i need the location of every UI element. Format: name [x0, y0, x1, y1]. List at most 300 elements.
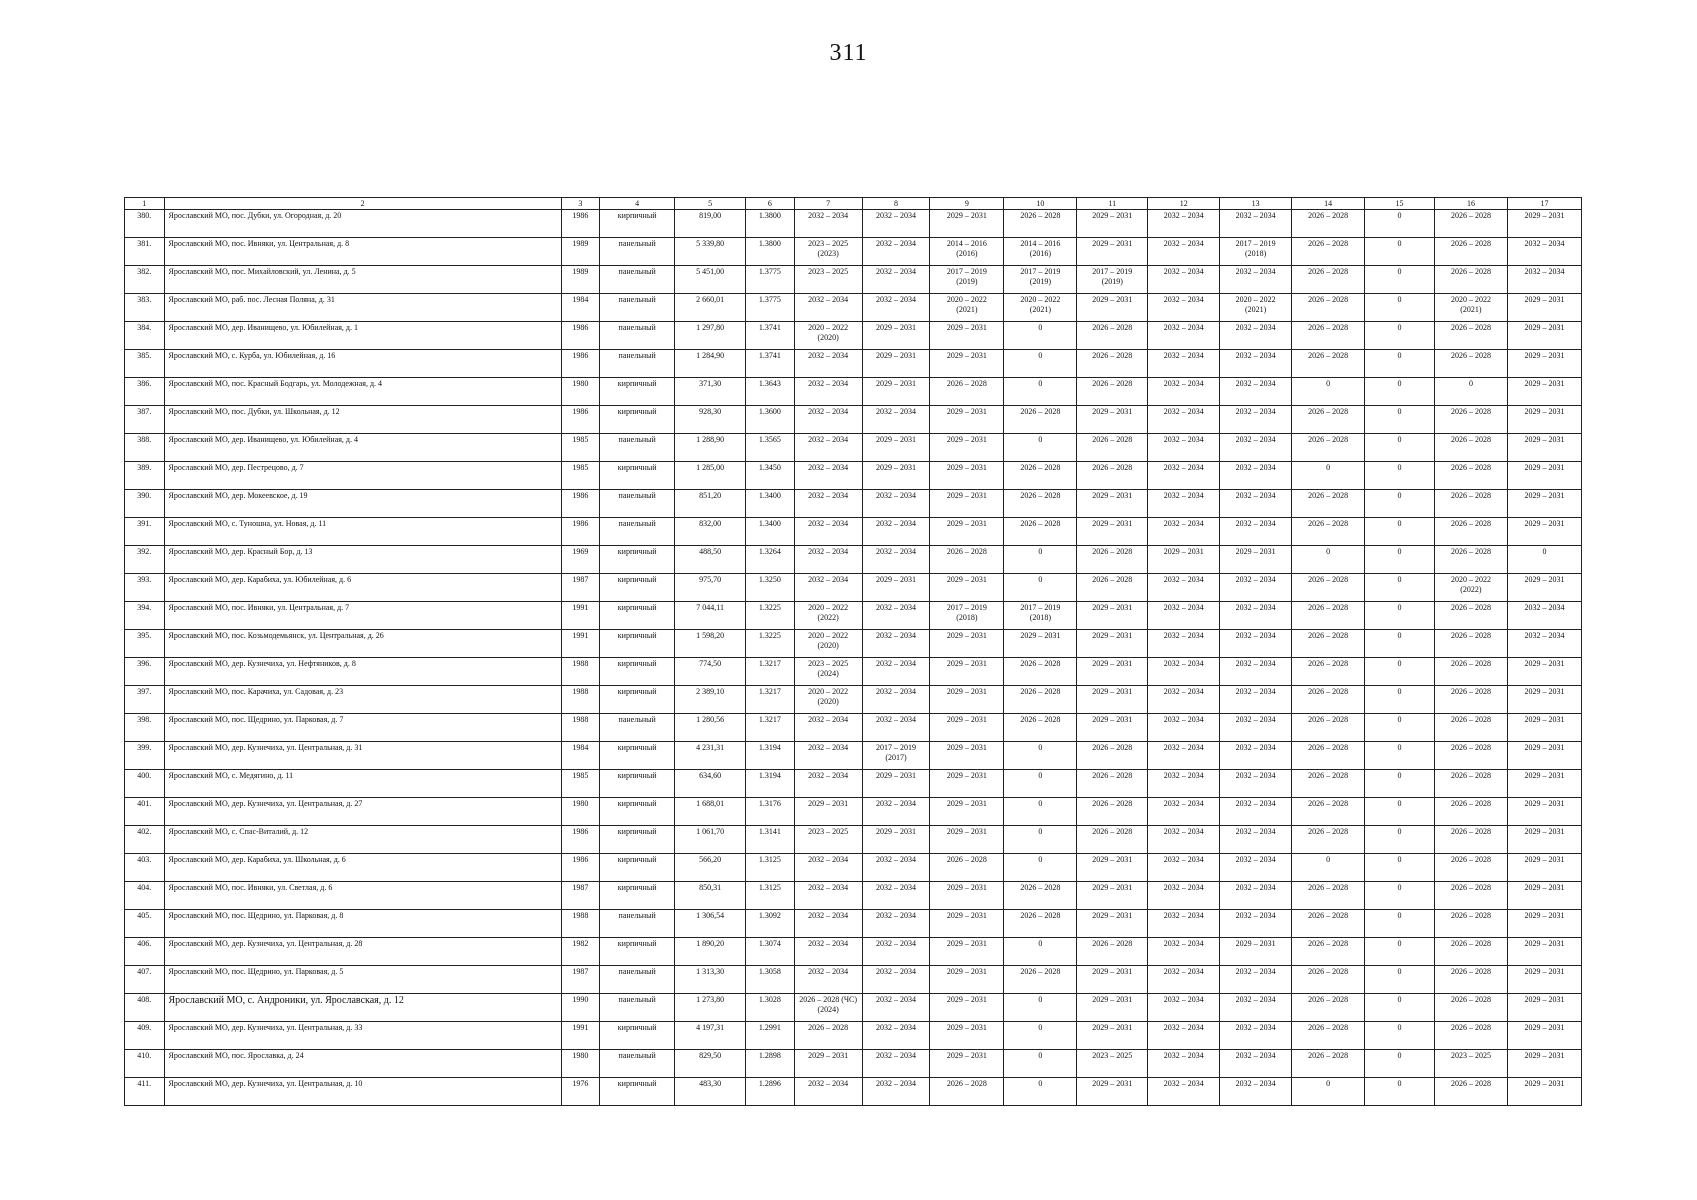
table-cell: 2026 – 2028 — [1292, 630, 1365, 658]
table-cell: 2029 – 2031 — [1507, 462, 1581, 490]
table-cell: 2 389,10 — [675, 686, 746, 714]
table-cell: 2029 – 2031 — [1077, 602, 1148, 630]
row-number-cell: 408. — [125, 994, 165, 1022]
row-number-cell: 404. — [125, 882, 165, 910]
row-number-cell: 386. — [125, 378, 165, 406]
table-cell: 2032 – 2034 — [862, 938, 930, 966]
table-cell: 0 — [1004, 1050, 1077, 1078]
table-cell: 2026 – 2028 — [1292, 686, 1365, 714]
table-cell: кирпичный — [600, 658, 675, 686]
table-cell: 2026 – 2028 — [1292, 266, 1365, 294]
table-cell: 2032 – 2034 — [1220, 434, 1292, 462]
address-cell: Ярославский МО, пос. Щедрино, ул. Парковая, д. 8 — [164, 910, 561, 938]
table-cell: 2029 – 2031 — [930, 406, 1004, 434]
table-cell: 1 306,54 — [675, 910, 746, 938]
table-cell: 2032 – 2034 — [1148, 1022, 1220, 1050]
column-header: 15 — [1365, 198, 1435, 210]
table-cell: 2032 – 2034 — [1220, 1050, 1292, 1078]
table-row — [125, 1050, 1582, 1078]
table-cell: 2032 – 2034 — [1220, 350, 1292, 378]
table-cell: 850,31 — [675, 882, 746, 910]
row-number-cell: 384. — [125, 322, 165, 350]
table-cell: 0 — [1365, 574, 1435, 602]
table-cell: 0 — [1365, 938, 1435, 966]
table-cell: 2029 – 2031 — [1507, 770, 1581, 798]
table-cell: 2 660,01 — [675, 294, 746, 322]
table-row — [125, 490, 1582, 518]
table-cell: 2032 – 2034 — [794, 434, 862, 462]
table-cell: 2029 – 2031 — [1507, 350, 1581, 378]
table-cell: 2032 – 2034 — [1220, 1022, 1292, 1050]
column-header: 12 — [1148, 198, 1220, 210]
table-cell: 2026 – 2028 — [1292, 714, 1365, 742]
table-row — [125, 742, 1582, 770]
row-number-cell: 398. — [125, 714, 165, 742]
column-header: 2 — [164, 198, 561, 210]
table-cell: 2032 – 2034 — [862, 658, 930, 686]
table-cell: 2029 – 2031 — [1077, 238, 1148, 266]
table-cell: 0 — [1292, 1078, 1365, 1106]
table-cell: 1.3217 — [746, 686, 795, 714]
table-cell: 1.2896 — [746, 1078, 795, 1106]
table-cell: 2029 – 2031 — [1077, 490, 1148, 518]
table-cell: 634,60 — [675, 770, 746, 798]
table-cell: 2029 – 2031 — [930, 630, 1004, 658]
table-cell: 2029 – 2031 — [930, 770, 1004, 798]
table-cell: 2032 – 2034 — [862, 546, 930, 574]
table-cell: 2026 – 2028 — [1292, 910, 1365, 938]
table-cell: 2032 – 2034 — [1220, 322, 1292, 350]
row-number-cell: 382. — [125, 266, 165, 294]
table-cell: 1.3741 — [746, 350, 795, 378]
table-row — [125, 574, 1582, 602]
table-row — [125, 322, 1582, 350]
table-cell: 2026 – 2028 — [1292, 770, 1365, 798]
table-cell: 2026 – 2028 — [794, 1022, 862, 1050]
table-cell: 2026 – 2028 — [1004, 714, 1077, 742]
table-cell: 2029 – 2031 — [1507, 490, 1581, 518]
table-cell: 2029 – 2031 — [1507, 294, 1581, 322]
table-cell: 2029 – 2031 — [1077, 854, 1148, 882]
table-cell: 1.3092 — [746, 910, 795, 938]
table-cell: 0 — [1507, 546, 1581, 574]
table-cell: 1.3643 — [746, 378, 795, 406]
table-cell: 1.3225 — [746, 630, 795, 658]
table-cell: 2032 – 2034 — [794, 406, 862, 434]
table-cell: 2029 – 2031 — [1077, 518, 1148, 546]
table-cell: 1.3600 — [746, 406, 795, 434]
address-cell: Ярославский МО, дер. Мокеевское, д. 19 — [164, 490, 561, 518]
table-cell: 2026 – 2028 — [1292, 742, 1365, 770]
table-cell: 2032 – 2034 — [1148, 1078, 1220, 1106]
table-cell: кирпичный — [600, 1078, 675, 1106]
table-cell: кирпичный — [600, 798, 675, 826]
table-cell: 0 — [1004, 994, 1077, 1022]
table-cell: 1984 — [561, 742, 600, 770]
table-cell: 0 — [1365, 770, 1435, 798]
table-cell: 2026 – 2028 — [1077, 546, 1148, 574]
table-cell: панельный — [600, 266, 675, 294]
table-cell: 2029 – 2031 — [1507, 434, 1581, 462]
table-cell: 2023 – 2025 — [1434, 1050, 1507, 1078]
table-cell: 2032 – 2034 — [1220, 910, 1292, 938]
table-cell: 0 — [1004, 1022, 1077, 1050]
table-row — [125, 602, 1582, 630]
table-row — [125, 266, 1582, 294]
table-cell: 2032 – 2034 — [862, 238, 930, 266]
table-cell: 2029 – 2031 — [1507, 406, 1581, 434]
column-header: 16 — [1434, 198, 1507, 210]
column-header: 10 — [1004, 198, 1077, 210]
table-cell: 1.3565 — [746, 434, 795, 462]
table-cell: 2026 – 2028 — [1077, 742, 1148, 770]
table-cell: 2026 – 2028 — [1292, 882, 1365, 910]
table-cell: 2032 – 2034 — [1220, 686, 1292, 714]
table-cell: 0 — [1365, 266, 1435, 294]
table-cell: 2029 – 2031 — [930, 966, 1004, 994]
table-cell: 2032 – 2034 — [1148, 798, 1220, 826]
table-cell: 2032 – 2034 — [862, 602, 930, 630]
table-cell: 1.3400 — [746, 490, 795, 518]
table-cell: 0 — [1365, 406, 1435, 434]
table-cell: 2029 – 2031 — [930, 518, 1004, 546]
table-cell: 2026 – 2028 — [1292, 1022, 1365, 1050]
table-row — [125, 434, 1582, 462]
table-cell: кирпичный — [600, 406, 675, 434]
row-number-cell: 402. — [125, 826, 165, 854]
table-row — [125, 798, 1582, 826]
table-cell: 1980 — [561, 378, 600, 406]
table-cell: 975,70 — [675, 574, 746, 602]
address-cell: Ярославский МО, пос. Дубки, ул. Огородная, д. 20 — [164, 210, 561, 238]
table-cell: 2029 – 2031 — [930, 686, 1004, 714]
table-cell: 7 044,11 — [675, 602, 746, 630]
table-cell: 1 688,01 — [675, 798, 746, 826]
table-cell: 2029 – 2031 — [862, 826, 930, 854]
table-cell: 2029 – 2031 — [862, 434, 930, 462]
table-cell: 2029 – 2031 — [1077, 882, 1148, 910]
table-cell: 2029 – 2031 — [1507, 210, 1581, 238]
table-cell: 2029 – 2031 — [1077, 406, 1148, 434]
address-cell: Ярославский МО, с. Андроники, ул. Ярославская, д. 12 — [164, 994, 561, 1022]
table-cell: 5 451,00 — [675, 266, 746, 294]
table-cell: панельный — [600, 294, 675, 322]
table-cell: 2026 – 2028 — [1292, 798, 1365, 826]
table-cell: кирпичный — [600, 574, 675, 602]
table-cell: 2029 – 2031 — [930, 910, 1004, 938]
row-number-cell: 393. — [125, 574, 165, 602]
table-row — [125, 882, 1582, 910]
table-cell: 2032 – 2034 — [1148, 210, 1220, 238]
table-cell: 0 — [1365, 518, 1435, 546]
table-cell: 1 284,90 — [675, 350, 746, 378]
table-cell: 0 — [1292, 462, 1365, 490]
table-cell: 2032 – 2034 — [1148, 322, 1220, 350]
table-cell: 1.3194 — [746, 742, 795, 770]
table-cell: 1969 — [561, 546, 600, 574]
table-cell: 2026 – 2028 — [1004, 882, 1077, 910]
table-cell: 2032 – 2034 — [794, 910, 862, 938]
table-cell: 2032 – 2034 — [1220, 602, 1292, 630]
column-header: 4 — [600, 198, 675, 210]
table-cell: кирпичный — [600, 210, 675, 238]
table-cell: 2029 – 2031 — [930, 574, 1004, 602]
table-cell: 2029 – 2031 — [1507, 910, 1581, 938]
table-cell: 2032 – 2034 — [862, 994, 930, 1022]
table-cell: 2017 – 2019 (2019) — [1077, 266, 1148, 294]
table-cell: 2032 – 2034 — [1148, 910, 1220, 938]
table-cell: 0 — [1004, 742, 1077, 770]
table-cell: 0 — [1365, 210, 1435, 238]
table-cell: 2032 – 2034 — [1148, 714, 1220, 742]
table-cell: 2032 – 2034 — [794, 966, 862, 994]
table-cell: 2032 – 2034 — [1148, 462, 1220, 490]
table-cell: 2026 – 2028 — [930, 546, 1004, 574]
row-number-cell: 397. — [125, 686, 165, 714]
address-cell: Ярославский МО, дер. Кузнечиха, ул. Нефтяников, д. 8 — [164, 658, 561, 686]
table-cell: 2032 – 2034 — [862, 518, 930, 546]
table-cell: 1991 — [561, 630, 600, 658]
table-cell: 2026 – 2028 — [1077, 350, 1148, 378]
table-cell: 2032 – 2034 — [1148, 490, 1220, 518]
row-number-cell: 390. — [125, 490, 165, 518]
address-cell: Ярославский МО, пос. Ивняки, ул. Центральная, д. 8 — [164, 238, 561, 266]
table-cell: 2032 – 2034 — [862, 714, 930, 742]
table-cell: 0 — [1004, 546, 1077, 574]
table-cell: 2032 – 2034 — [1220, 210, 1292, 238]
table-cell: 2026 – 2028 — [1004, 210, 1077, 238]
table-cell: 2026 – 2028 — [1077, 574, 1148, 602]
table-cell: 2014 – 2016 (2016) — [930, 238, 1004, 266]
table-cell: 2032 – 2034 — [1220, 574, 1292, 602]
table-cell: 2029 – 2031 — [1077, 714, 1148, 742]
table-cell: 1.3125 — [746, 882, 795, 910]
table-cell: 2029 – 2031 — [1507, 938, 1581, 966]
table-cell: 2026 – 2028 — [1004, 462, 1077, 490]
table-cell: 371,30 — [675, 378, 746, 406]
table-cell: 1988 — [561, 714, 600, 742]
table-cell: 0 — [1004, 574, 1077, 602]
table-cell: 2026 – 2028 — [1434, 210, 1507, 238]
table-row — [125, 854, 1582, 882]
table-cell: 2026 – 2028 — [1434, 238, 1507, 266]
table-row — [125, 826, 1582, 854]
table-cell: 2029 – 2031 — [1507, 882, 1581, 910]
table-cell: 2017 – 2019 (2017) — [862, 742, 930, 770]
table-cell: кирпичный — [600, 854, 675, 882]
table-cell: 0 — [1434, 378, 1507, 406]
row-number-cell: 391. — [125, 518, 165, 546]
table-cell: 2026 – 2028 — [930, 1078, 1004, 1106]
table-cell: 2029 – 2031 — [1507, 574, 1581, 602]
table-cell: 2026 – 2028 — [1434, 602, 1507, 630]
table-cell: 0 — [1365, 1022, 1435, 1050]
table-cell: 2029 – 2031 — [1077, 658, 1148, 686]
table-cell: 0 — [1365, 434, 1435, 462]
table-cell: 2026 – 2028 — [1292, 994, 1365, 1022]
table-cell: 2026 – 2028 — [1292, 938, 1365, 966]
table-cell: 2032 – 2034 — [1220, 518, 1292, 546]
table-cell: 2029 – 2031 — [1148, 546, 1220, 574]
table-cell: 0 — [1365, 350, 1435, 378]
address-cell: Ярославский МО, пос. Ивняки, ул. Светлая, д. 6 — [164, 882, 561, 910]
address-cell: Ярославский МО, с. Курба, ул. Юбилейная, д. 16 — [164, 350, 561, 378]
table-cell: 1986 — [561, 490, 600, 518]
table-cell: 2017 – 2019 (2018) — [930, 602, 1004, 630]
table-cell: 2029 – 2031 — [930, 350, 1004, 378]
row-number-cell: 380. — [125, 210, 165, 238]
table-cell: 2032 – 2034 — [1220, 266, 1292, 294]
table-cell: 2029 – 2031 — [1004, 630, 1077, 658]
table-cell: 2026 – 2028 — [1077, 826, 1148, 854]
table-cell: 0 — [1004, 938, 1077, 966]
column-header: 3 — [561, 198, 600, 210]
table-cell: 2017 – 2019 (2018) — [1220, 238, 1292, 266]
table-cell: 1 313,30 — [675, 966, 746, 994]
table-cell: 2032 – 2034 — [1148, 686, 1220, 714]
table-cell: 2032 – 2034 — [1220, 462, 1292, 490]
table-cell: 2026 – 2028 — [1434, 322, 1507, 350]
table-cell: 2026 – 2028 — [1292, 574, 1365, 602]
table-cell: 2029 – 2031 — [1507, 378, 1581, 406]
table-row — [125, 1078, 1582, 1106]
table-cell: кирпичный — [600, 1022, 675, 1050]
table-cell: панельный — [600, 238, 675, 266]
table-cell: 2026 – 2028 — [1292, 434, 1365, 462]
address-cell: Ярославский МО, дер. Кузнечиха, ул. Центральная, д. 28 — [164, 938, 561, 966]
table-row — [125, 966, 1582, 994]
table-cell: 2029 – 2031 — [1507, 826, 1581, 854]
table-cell: 2029 – 2031 — [930, 826, 1004, 854]
table-cell: 2032 – 2034 — [1220, 490, 1292, 518]
table-cell: 2032 – 2034 — [1148, 630, 1220, 658]
row-number-cell: 396. — [125, 658, 165, 686]
table-cell: 1985 — [561, 434, 600, 462]
table-cell: 1986 — [561, 854, 600, 882]
table-cell: 2026 – 2028 — [1004, 658, 1077, 686]
table-cell: панельный — [600, 350, 675, 378]
table-cell: 2032 – 2034 — [1148, 518, 1220, 546]
table-cell: 2032 – 2034 — [794, 518, 862, 546]
table-cell: 2032 – 2034 — [1148, 378, 1220, 406]
table-cell: 2029 – 2031 — [930, 434, 1004, 462]
table-cell: 819,00 — [675, 210, 746, 238]
table-cell: 2032 – 2034 — [1148, 966, 1220, 994]
row-number-cell: 410. — [125, 1050, 165, 1078]
address-cell: Ярославский МО, пос. Красный Бодгарь, ул. Молодежная, д. 4 — [164, 378, 561, 406]
table-cell: 2026 – 2028 — [1434, 770, 1507, 798]
table-cell: 0 — [1004, 350, 1077, 378]
table-cell: 2023 – 2025 — [794, 266, 862, 294]
table-cell: 2029 – 2031 — [930, 1050, 1004, 1078]
table-cell: 2026 – 2028 — [1004, 490, 1077, 518]
table-cell: 2026 – 2028 — [1434, 882, 1507, 910]
table-cell: 928,30 — [675, 406, 746, 434]
table-cell: 0 — [1365, 490, 1435, 518]
table-row — [125, 294, 1582, 322]
table-cell: 2029 – 2031 — [1077, 994, 1148, 1022]
table-cell: 2032 – 2034 — [794, 574, 862, 602]
table-cell: 2032 – 2034 — [1148, 238, 1220, 266]
table-cell: 2029 – 2031 — [862, 462, 930, 490]
table-cell: 2029 – 2031 — [794, 798, 862, 826]
table-cell: 1.3125 — [746, 854, 795, 882]
table-cell: 0 — [1365, 602, 1435, 630]
address-cell: Ярославский МО, дер. Кузнечиха, ул. Центральная, д. 27 — [164, 798, 561, 826]
table-cell: 2020 – 2022 (2021) — [1434, 294, 1507, 322]
address-cell: Ярославский МО, дер. Красный Бор, д. 13 — [164, 546, 561, 574]
table-cell: 2032 – 2034 — [1148, 350, 1220, 378]
table-cell: 1.3074 — [746, 938, 795, 966]
table-cell: 2020 – 2022 (2020) — [794, 630, 862, 658]
address-cell: Ярославский МО, пос. Ивняки, ул. Центральная, д. 7 — [164, 602, 561, 630]
column-header: 17 — [1507, 198, 1581, 210]
table-cell: 2026 – 2028 — [1434, 714, 1507, 742]
column-header: 14 — [1292, 198, 1365, 210]
table-cell: 2029 – 2031 — [930, 994, 1004, 1022]
row-number-cell: 387. — [125, 406, 165, 434]
table-cell: 2017 – 2019 (2019) — [1004, 266, 1077, 294]
table-cell: 2032 – 2034 — [1507, 602, 1581, 630]
table-cell: 2020 – 2022 (2020) — [794, 686, 862, 714]
table-cell: 1988 — [561, 658, 600, 686]
table-cell: 2032 – 2034 — [794, 350, 862, 378]
table-cell: 2032 – 2034 — [1148, 406, 1220, 434]
table-cell: панельный — [600, 966, 675, 994]
table-cell: панельный — [600, 1050, 675, 1078]
table-row — [125, 686, 1582, 714]
table-cell: 1980 — [561, 798, 600, 826]
table-cell: 1.3264 — [746, 546, 795, 574]
table-cell: 1 280,56 — [675, 714, 746, 742]
table-cell: 2029 – 2031 — [862, 770, 930, 798]
table-cell: 2032 – 2034 — [794, 1078, 862, 1106]
table-cell: 2026 – 2028 — [1292, 350, 1365, 378]
table-cell: 2029 – 2031 — [930, 490, 1004, 518]
table-cell: 2029 – 2031 — [930, 462, 1004, 490]
table-cell: 1 598,20 — [675, 630, 746, 658]
table-cell: панельный — [600, 490, 675, 518]
table-cell: 1.3058 — [746, 966, 795, 994]
table-cell: 1991 — [561, 1022, 600, 1050]
table-cell: 2026 – 2028 — [1292, 238, 1365, 266]
row-number-cell: 409. — [125, 1022, 165, 1050]
table-cell: 1.2991 — [746, 1022, 795, 1050]
table-cell: 2026 – 2028 — [1434, 994, 1507, 1022]
table-cell: 2032 – 2034 — [1148, 742, 1220, 770]
table-cell: 2026 – 2028 — [1292, 658, 1365, 686]
table-cell: 2020 – 2022 (2022) — [1434, 574, 1507, 602]
table-cell: 1985 — [561, 462, 600, 490]
table-cell: 2029 – 2031 — [862, 350, 930, 378]
table-cell: 2032 – 2034 — [1148, 602, 1220, 630]
table-cell: 2032 – 2034 — [1220, 406, 1292, 434]
table-cell: 2032 – 2034 — [1148, 826, 1220, 854]
table-cell: 2029 – 2031 — [1507, 798, 1581, 826]
table-cell: 2026 – 2028 — [1077, 462, 1148, 490]
table-cell: 2032 – 2034 — [862, 406, 930, 434]
table-cell: 2029 – 2031 — [1077, 686, 1148, 714]
table-cell: 2017 – 2019 (2018) — [1004, 602, 1077, 630]
table-cell: 0 — [1004, 826, 1077, 854]
table-cell: 2029 – 2031 — [930, 1022, 1004, 1050]
table-cell: 0 — [1365, 1050, 1435, 1078]
table-cell: 2026 – 2028 — [1077, 770, 1148, 798]
table-cell: 1987 — [561, 574, 600, 602]
table-cell: 2029 – 2031 — [1077, 294, 1148, 322]
table-cell: 2032 – 2034 — [1507, 630, 1581, 658]
table-cell: 0 — [1365, 658, 1435, 686]
